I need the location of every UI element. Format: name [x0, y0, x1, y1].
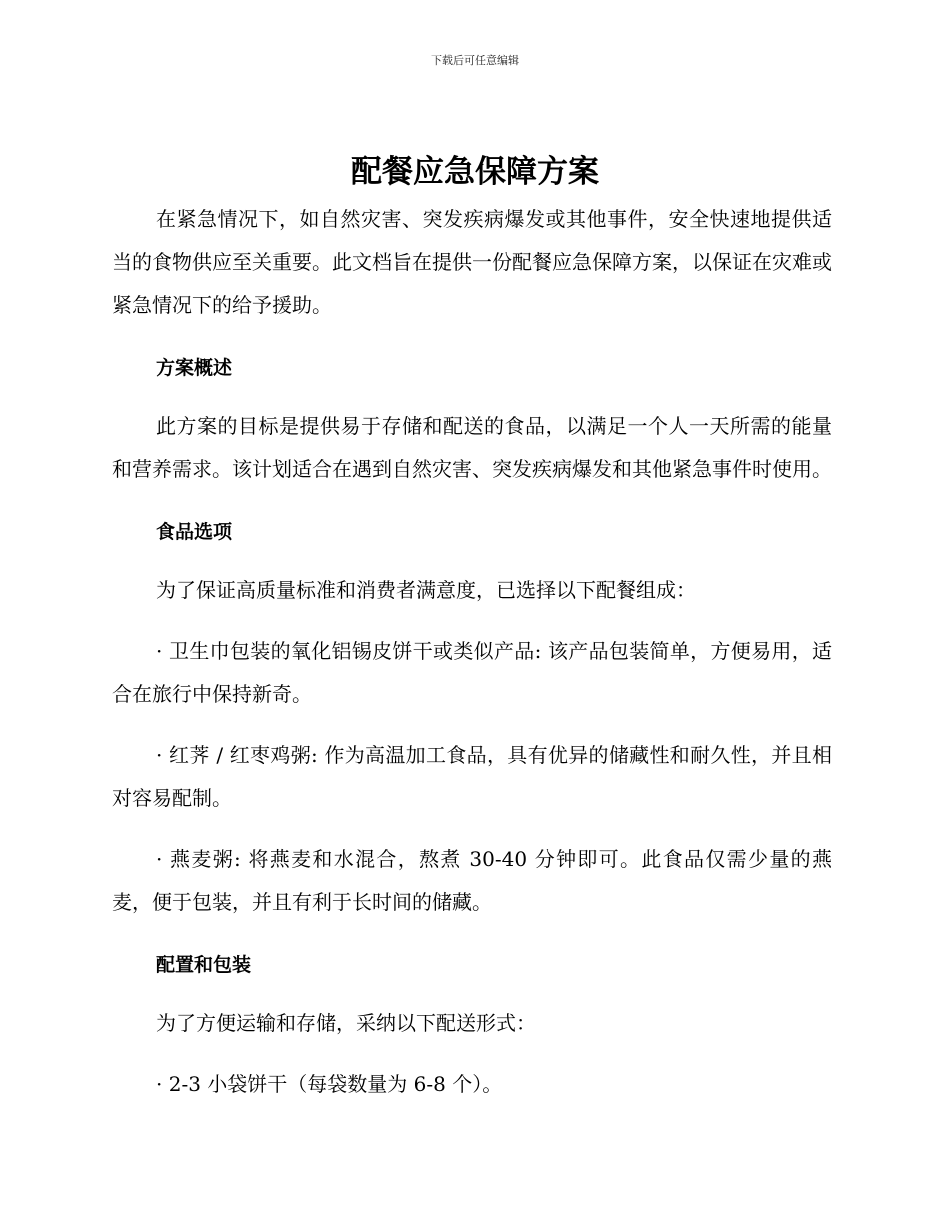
food-item: · 卫生巾包装的氧化铝锡皮饼干或类似产品: 该产品包装简单，方便易用，适合在旅行中保持新奇。: [112, 639, 832, 706]
packaging-intro-paragraph: 为了方便运输和存储，采纳以下配送形式：: [156, 1011, 536, 1035]
overview-paragraph: 此方案的目标是提供易于存储和配送的食品，以满足一个人一天所需的能量和营养需求。该计划适合在遇到自然灾害、突发疾病爆发和其他紧急事件时使用。: [112, 414, 832, 481]
document-title: 配餐应急保障方案: [351, 154, 599, 190]
header-note: 下载后可任意编辑: [431, 54, 519, 67]
food-item: · 燕麦粥: 将燕麦和水混合，熬煮 30-40 分钟即可。此食品仅需少量的燕麦，便于包装，并且有利于长时间的储藏。: [112, 847, 832, 914]
section-heading-overview: 方案概述: [156, 357, 233, 379]
document-body: [112, 198, 832, 1124]
intro-paragraph: 在紧急情况下，如自然灾害、突发疾病爆发或其他事件，安全快速地提供适当的食物供应至关重要。此文档旨在提供一份配餐应急保障方案，以保证在灾难或紧急情况下的给予援助。: [112, 207, 832, 317]
food-item: · 红荠 / 红枣鸡粥: 作为高温加工食品，具有优异的储藏性和耐久性，并且相对容易配制。: [112, 743, 832, 810]
section-heading-food: 食品选项: [156, 521, 233, 543]
packaging-item: · 2-3 小袋饼干（每袋数量为 6-8 个）。: [156, 1072, 503, 1096]
food-intro-paragraph: 为了保证高质量标准和消费者满意度，已选择以下配餐组成：: [156, 578, 696, 602]
section-heading-packaging: 配置和包装: [156, 954, 252, 976]
